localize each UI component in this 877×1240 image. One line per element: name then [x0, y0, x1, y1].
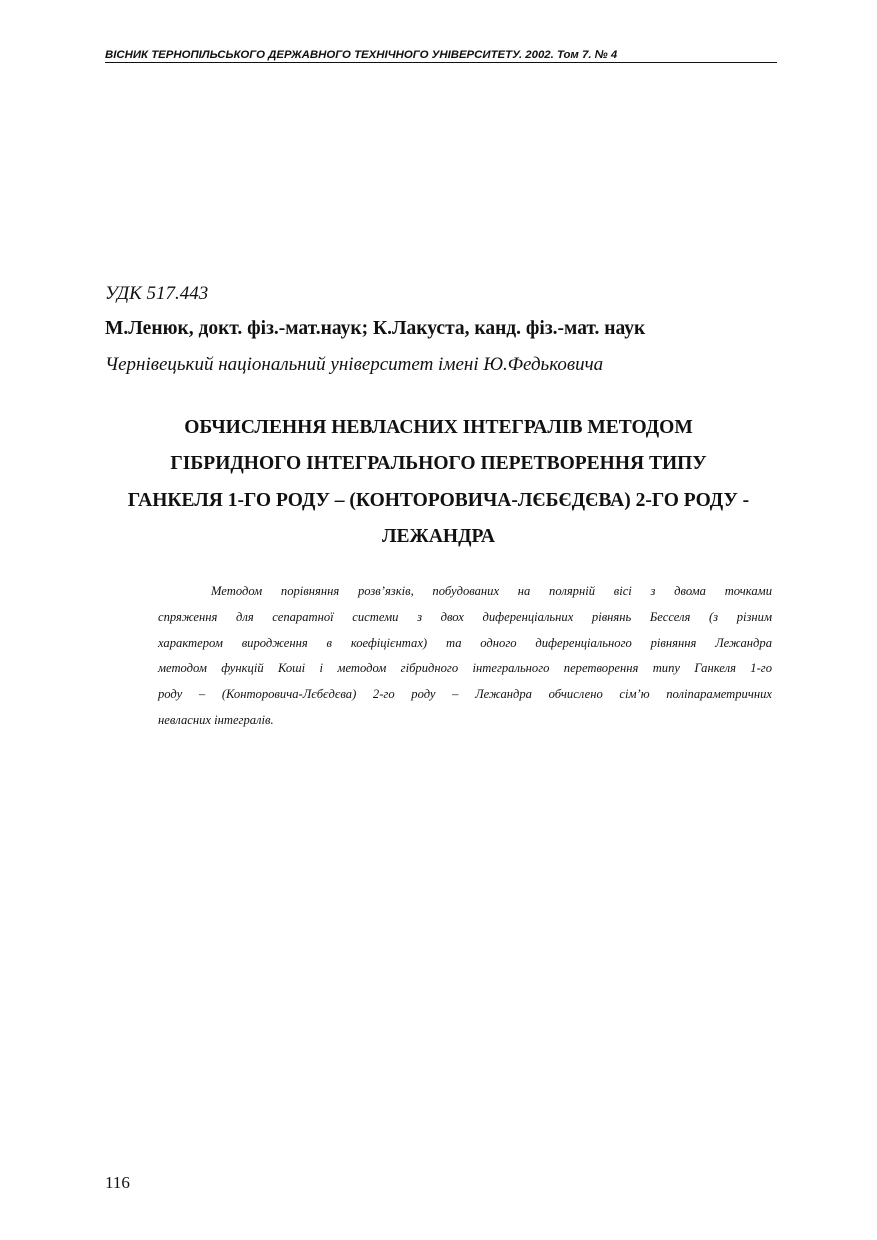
- title-line: ГАНКЕЛЯ 1-ГО РОДУ – (КОНТОРОВИЧА-ЛЄБЄДЄВА) 2-ГО РОДУ -: [127, 489, 750, 511]
- abstract-line: методом функцій Коші і методом гібридного інтегрального перетворення типу Ганкеля 1-го: [158, 661, 772, 676]
- page-number: 116: [105, 1173, 130, 1192]
- title-line: ЛЕЖАНДРА: [382, 525, 495, 547]
- article-title: [90, 410, 787, 555]
- running-header: ВІСНИК ТЕРНОПІЛЬСЬКОГО ДЕРЖАВНОГО ТЕХНІЧНОГО УНІВЕРСИТЕТУ. 2002. Том 7. № 4: [105, 49, 777, 63]
- title-line: ОБЧИСЛЕННЯ НЕВЛАСНИХ ІНТЕГРАЛІВ МЕТОДОМ: [184, 417, 693, 438]
- abstract: [158, 579, 772, 734]
- abstract-line: спряження для сепаратної системи з двох диференціальних рівнянь Бесселя (з різним: [158, 609, 772, 624]
- title-line: ГІБРИДНОГО ІНТЕГРАЛЬНОГО ПЕРЕТВОРЕННЯ ТИПУ: [170, 453, 707, 475]
- authors: М.Ленюк, докт. фіз.-мат.наук; К.Лакуста, канд. фіз.-мат. наук: [105, 318, 646, 339]
- abstract-line: Методом порівняння розв’язків, побудованих на полярній вісі з двома точками: [211, 584, 772, 598]
- abstract-line: невласних інтегралів.: [158, 712, 274, 727]
- affiliation: Чернівецький національний університет імені Ю.Федьковича: [105, 354, 604, 375]
- abstract-line: характером виродження в коефіцієнтах) та одного диференціального рівняння Лежандра: [158, 635, 772, 650]
- abstract-line: роду – (Конторовича-Лєбєдєва) 2-го роду – Лежандра обчислено сім’ю поліпараметричних: [158, 687, 772, 702]
- udc-code: УДК 517.443: [105, 283, 209, 304]
